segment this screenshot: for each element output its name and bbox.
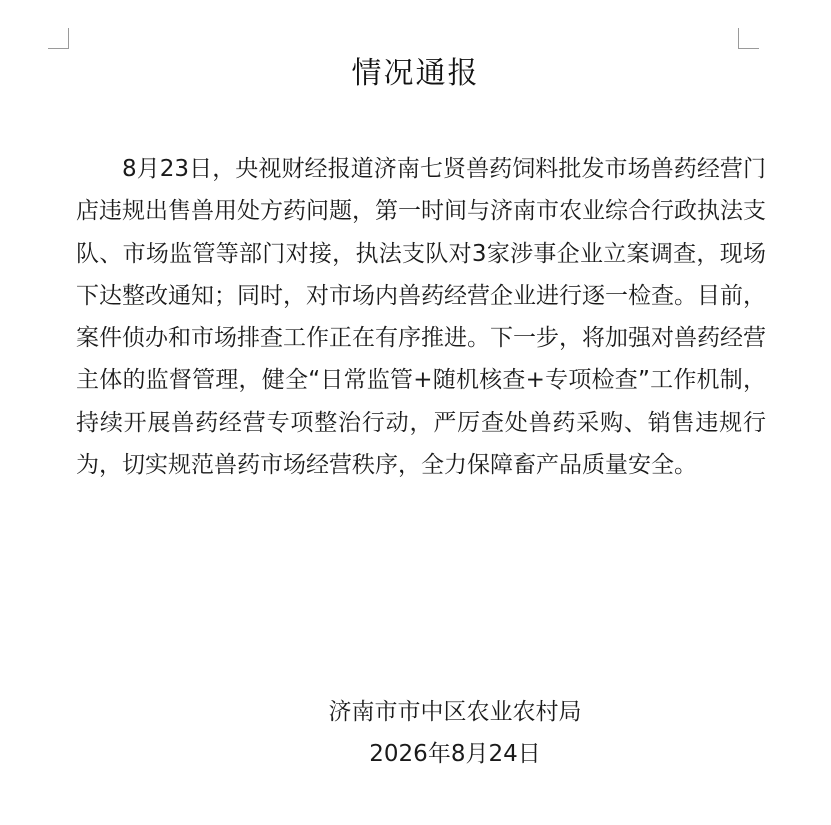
signature-block xyxy=(250,691,660,775)
page-corner-mark-right xyxy=(738,28,759,49)
issue-date: 2026年8月24日 xyxy=(369,741,541,767)
issuer-name: 济南市市中区农业农村局 xyxy=(328,699,582,725)
page-corner-mark-left xyxy=(48,28,69,49)
document-title: 情况通报 xyxy=(351,56,480,91)
document-body: 8月23日，央视财经报道济南七贤兽药饲料批发市场兽药经营门店违规出售兽用处方药问题，第一时间与济南市农业综合行政执法支队、市场监管等部门对接，执法支队对3家涉事企业立案调查，现场下达整改通知；同时，对市场内兽药经营企业进行逐一检查。目前，案件侦办和市场排查工作正在有序推进。下一步，将加强对兽药经营主体的监督管理，健全“日常监管+随机核查+专项检查”工作机制，持续开展兽药经营专项整治行动，严厉查处兽药采购、销售违规行为，切实规范兽药市场经营秩序，全力保障畜产品质量安全。 xyxy=(76,156,766,479)
